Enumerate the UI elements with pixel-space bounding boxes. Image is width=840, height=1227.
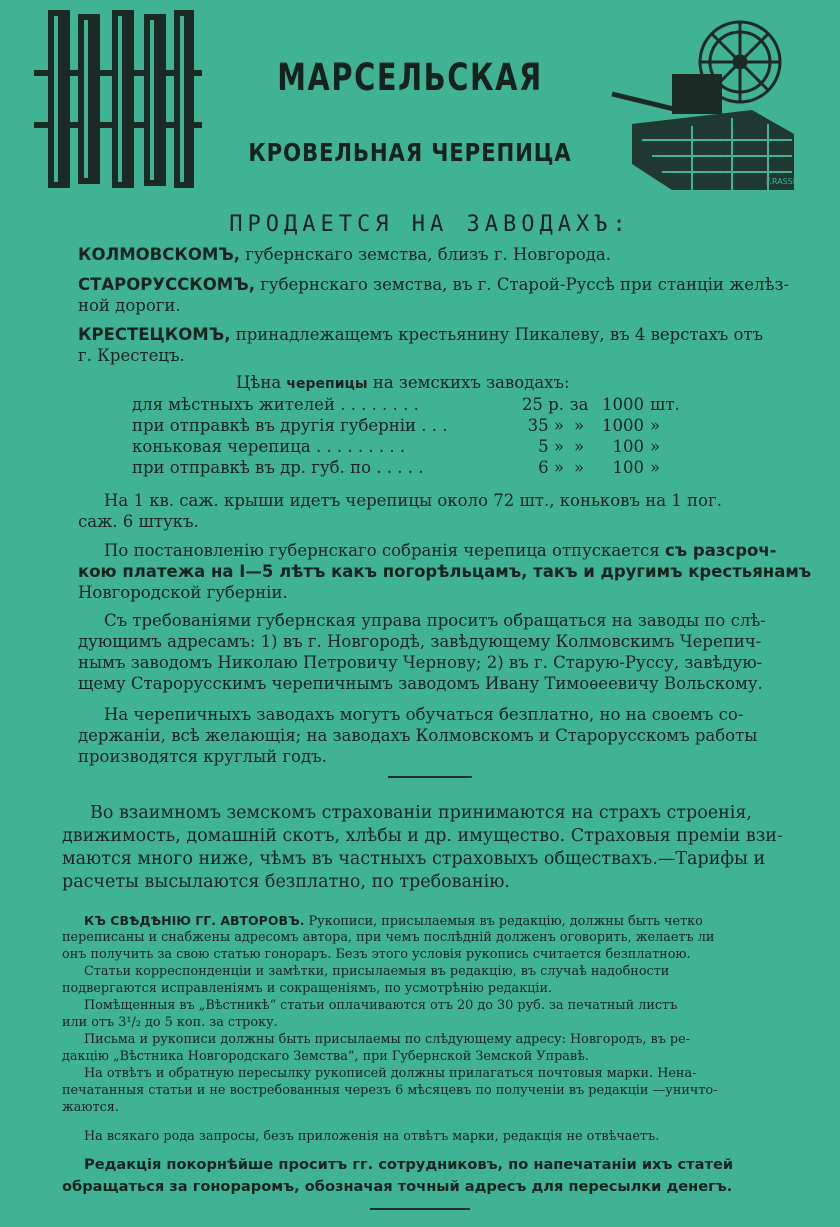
table-row: коньковая черепица . . . . . . . . . 5 » » 100 »: [132, 437, 661, 456]
table-row: при отправкѣ въ другія губерніи . . . 35 » » 1000 »: [132, 416, 661, 435]
addresses-paragraph: Съ требованіями губернская управа проситъ обращаться на заводы по слѣ- дующимъ адресамъ: 1) въ г. Новгородѣ, завѣдующему Колмовскимъ Черепич- нымъ заводомъ Николаю Петровичу Чернову; 2) въ г. Старую-Руссу, завѣдую- щему Старорусскимъ черепичнымъ заводомъ Ивану Тимоѳеевичу Вольскому.: [78, 611, 766, 693]
table-row: для мѣстныхъ жителей . . . . . . . . 25 р. за 1000 шт.: [132, 395, 680, 414]
sale-heading: ПРОДАЕТСЯ НА ЗАВОДАХЪ:: [229, 212, 631, 237]
factory-kolmovo: КОЛМОВСКОМЪ, губернскаго земства, близъ г. Новгорода.: [78, 245, 611, 264]
engraving-signature: F.RASSEL: [766, 177, 803, 186]
training-paragraph: На черепичныхъ заводахъ могутъ обучаться безплатно, но на своемъ со- держаніи, всѣ желающія; на заводахъ Колмовскомъ и Старорусскомъ работы производятся круглый годъ.: [78, 705, 758, 766]
tile-press-machine-illustration: [612, 14, 803, 192]
price-table: [132, 394, 690, 478]
insurance-paragraph: Во взаимномъ земскомъ страхованіи принимаются на страхъ строенія, движимость, домашній скотъ, хлѣбы и др. имущество. Страховыя преміи взи- маются много ниже, чѣмъ въ частныхъ страховыхъ обществахъ.—Тарифы и расчеты высылаются безплатно, по требованію.: [62, 803, 783, 892]
table-row: при отправкѣ въ др. губ. по . . . . . 6 » » 100 »: [132, 458, 661, 477]
poster-title: МАРСЕЛЬСКАЯ: [277, 56, 543, 99]
authors-notice: КЪ СВѢДѢНІЮ ГГ. АВТОРОВЪ. Рукописи, присылаемыя въ редакцію, должны быть четко переписаны и снабжены адресомъ автора, при чемъ послѣдній долженъ оговорить, желаетъ ли онъ получить за свою статью гонораръ. Безъ этого условія рукопись считается безплатною. Статьи корреспонденціи и замѣтки, присылаемыя въ редакцію, въ случаѣ надобности подвергаются исправленіямъ и сокращеніямъ, по усмотрѣнію редакціи. Помѣщенныя въ „Вѣстникѣ“ статьи оплачиваются отъ 20 до 30 руб. за печатный листъ или отъ 3¹/₂ до 5 коп. за строку. Письма и рукописи должны быть присылаемы по слѣдующему адресу: Новгородъ, въ ре- дакцію „Вѣстника Новгородскаго Земства“, при Губернской Земской Управѣ. На отвѣтъ и обратную пересылку рукописей должны прилагаться почтовыя марки. Нена- печатанныя статьи и не востребованныя черезъ 6 мѣсяцевъ по полученіи въ редакціи —уничто- жаются. На всякаго рода запросы, безъ приложенія на отвѣтъ марки, редакція не отвѣчаетъ.: [62, 913, 718, 1144]
price-heading: Цѣна черепицы на земскихъ заводахъ:: [236, 373, 570, 392]
installment-paragraph: По постановленію губернскаго собранія черепица отпускается съ разсроч- кою платежа на I—5 лѣтъ какъ погорѣльцамъ, такъ и другимъ крестьянамъ Новгородской губерніи.: [78, 541, 812, 602]
factory-krestsy: КРЕСТЕЦКОМЪ, принадлежащемъ крестьянину Пикалеву, въ 4 верстахъ отъ г. Крестецъ.: [78, 325, 764, 365]
divider: [388, 776, 472, 778]
divider: [370, 1208, 470, 1210]
factory-staraya-russa: СТАРОРУССКОМЪ, губернскаго земства, въ г. Старой-Руссѣ при станціи желѣз- ной дороги.: [78, 275, 790, 315]
roof-tiles-illustration: [34, 10, 202, 188]
tile-count-paragraph: На 1 кв. саж. крыши идетъ черепицы около 72 шт., коньковъ на 1 пог. саж. 6 штукъ.: [78, 491, 722, 531]
poster-subtitle: КРОВЕЛЬНАЯ ЧЕРЕПИЦА: [248, 138, 572, 167]
closing-request: Редакція покорнѣйше проситъ гг. сотрудниковъ, по напечатаніи ихъ статей обращаться за гонораромъ, обозначая точный адресъ для пересылки денегъ.: [62, 1156, 734, 1195]
